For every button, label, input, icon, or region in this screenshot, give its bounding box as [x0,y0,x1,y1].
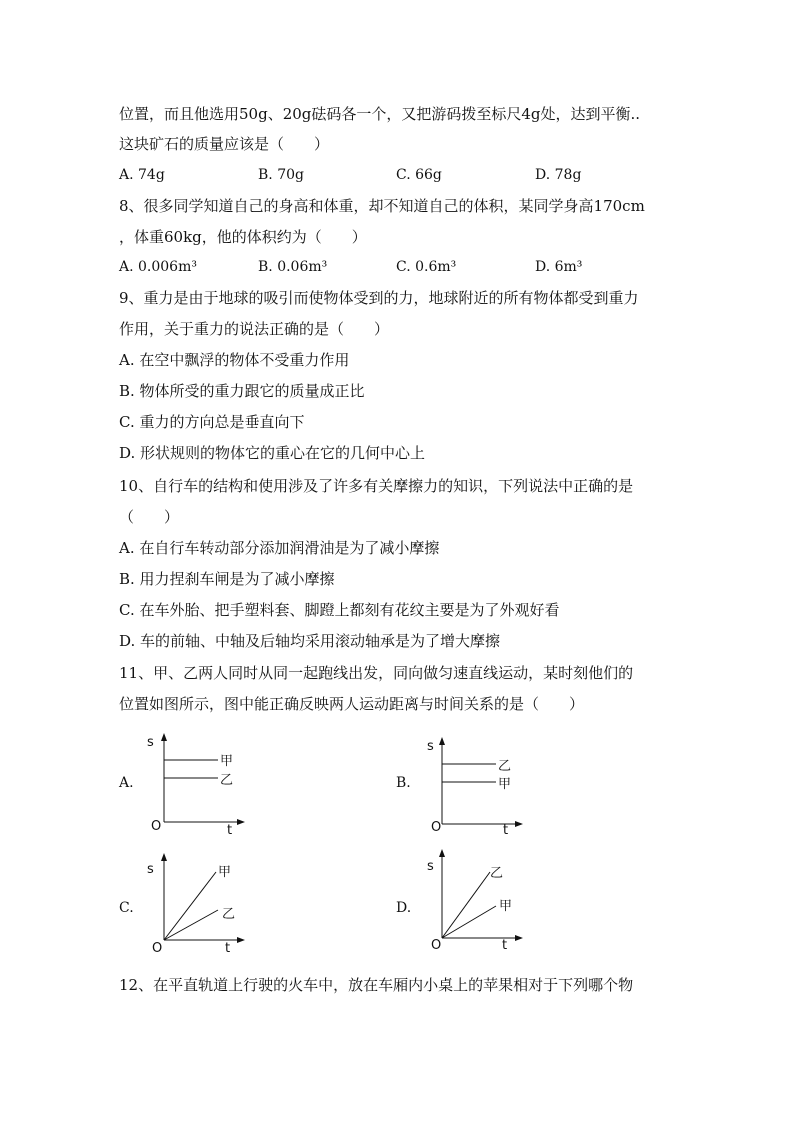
graph-d-top-label: 乙 [490,866,504,881]
q7-line2: 这块矿石的质量应该是（ ） [119,135,330,153]
q10-option-c: C. 在车外胎、把手塑料套、脚蹬上都刻有花纹主要是为了外观好看 [119,601,560,619]
q9-option-a: A. 在空中飘浮的物体不受重力作用 [119,351,350,369]
graph-c-y-arrow [161,853,167,861]
graph-b-bottom-label: 甲 [498,777,512,792]
graph-b-t: t [503,823,509,838]
graph-a-x-arrow [237,819,245,825]
q10-option-a: A. 在自行车转动部分添加润滑油是为了减小摩擦 [119,539,440,557]
q10-line1: 10、自行车的结构和使用涉及了许多有关摩擦力的知识，下列说法中正确的是 [119,477,634,495]
q9-line1: 9、重力是由于地球的吸引而使物体受到的力，地球附近的所有物体都受到重力 [119,289,639,307]
graph-b-y-arrow [439,737,445,745]
q8-line2: ，体重60kg，他的体积约为（ ） [119,228,367,246]
graph-c-label: C. [119,900,134,916]
graph-b [418,734,528,844]
graph-c-line-steep [164,872,216,940]
q10-line2: （ ） [119,508,180,526]
graph-d-t: t [502,938,508,953]
q8-option-d: D. 6m³ [535,259,583,275]
graph-d-label: D. [396,900,412,916]
graph-c [140,850,250,960]
graph-b-top-label: 乙 [498,759,512,774]
graph-d-y-arrow [439,849,445,857]
q12-line1: 12、在平直轨道上行驶的火车中，放在车厢内小桌上的苹果相对于下列哪个物 [119,976,634,994]
q10-option-d: D. 车的前轴、中轴及后轴均采用滚动轴承是为了增大摩擦 [119,632,501,650]
graph-a-bottom-label: 乙 [220,773,234,788]
graph-c-bottom-label: 乙 [222,907,236,922]
q8-option-c: C. 0.6m³ [396,259,457,275]
q8-option-a: A. 0.006m³ [119,259,197,275]
graph-d-s: s [427,859,434,874]
graph-c-line-shallow [164,910,218,940]
q9-option-c: C. 重力的方向总是垂直向下 [119,413,305,431]
q8-line1: 8、很多同学知道自己的身高和体重，却不知道自己的体积，某同学身高170cm [119,197,645,215]
graph-a-top-label: 甲 [220,754,234,769]
graph-c-x-arrow [237,937,245,943]
graph-c-s: s [147,862,154,877]
graph-a-t: t [227,823,233,838]
q8-option-b: B. 0.06m³ [258,259,328,275]
graph-c-top-label: 甲 [218,865,232,880]
q11-line1: 11、甲、乙两人同时从同一起跑线出发，同向做匀速直线运动，某时刻他们的 [119,664,634,682]
q11-line2: 位置如图所示，图中能正确反映两人运动距离与时间关系的是（ ） [119,695,585,713]
graph-c-t: t [225,941,231,956]
q7-option-a: A. 74g [119,167,165,183]
graph-d-line-shallow [442,906,496,938]
q9-line2: 作用，关于重力的说法正确的是（ ） [119,320,390,338]
q9-option-d: D. 形状规则的物体它的重心在它的几何中心上 [119,444,426,462]
graph-b-label: B. [396,775,411,791]
graph-d-bottom-label: 甲 [499,899,513,914]
q9-option-b: B. 物体所受的重力跟它的质量成正比 [119,382,365,400]
q7-option-c: C. 66g [396,167,442,183]
q7-line1: 位置，而且他选用50g、20g砝码各一个，又把游码拨至标尺4g处，达到平衡.. [119,105,641,123]
graph-a-label: A. [119,775,134,791]
q7-option-b: B. 70g [258,167,304,183]
graph-b-origin: O [431,820,442,835]
graph-a [140,730,250,840]
graph-d-x-arrow [515,935,523,941]
graph-b-x-arrow [515,821,523,827]
graph-d-origin: O [431,938,442,953]
graph-b-s: s [427,739,434,754]
graph-d-line-steep [442,872,490,938]
q10-option-b: B. 用力捏刹车闸是为了减小摩擦 [119,570,335,588]
graph-a-s: s [147,735,154,750]
graph-a-origin: O [151,819,162,834]
q7-option-d: D. 78g [535,167,582,183]
graph-c-origin: O [152,941,163,956]
graph-d [418,846,528,956]
graph-a-y-arrow [161,733,167,741]
